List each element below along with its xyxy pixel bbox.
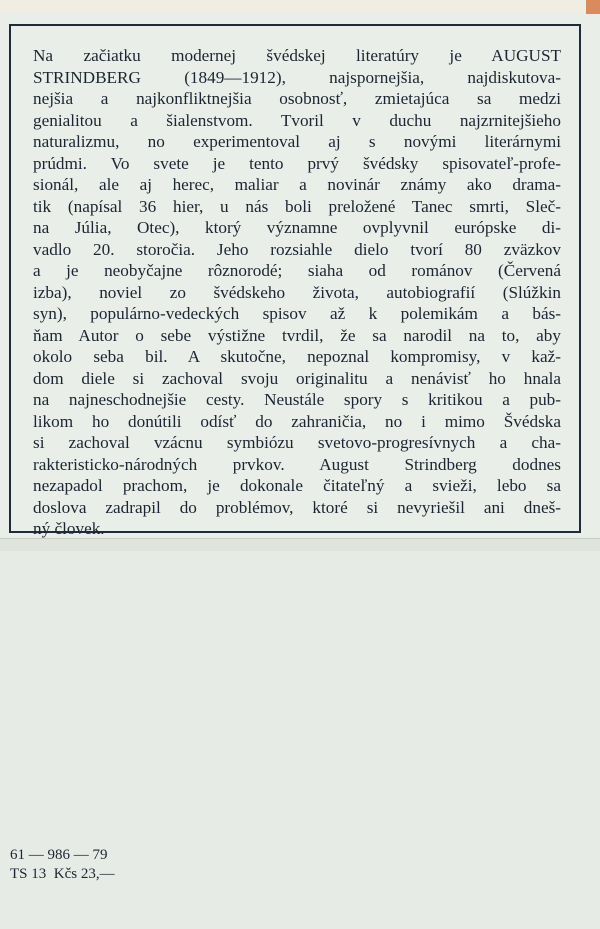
blurb-line: ný človek. — [33, 519, 105, 538]
blurb-line: si zachoval vzácnu symbiózu svetovo-progresívnych a cha- — [33, 433, 561, 452]
blurb-line: genialitou a šialenstvom. Tvoril v duchu najzrnitejšieho — [33, 110, 561, 130]
blurb-line: a je neobyčajne rôznorodé; siaha od románov (Červená — [33, 261, 561, 280]
blurb-line: na Júlia, Otec), ktorý významne ovplyvnil európske di- — [33, 218, 561, 237]
blurb-line: na najneschodnejšie cesty. Neustále spory s kritikou a pub- — [33, 390, 561, 409]
back-cover — [0, 14, 600, 929]
blurb-line: nezapadol prachom, je dokonale čitateľný a svieži, lebo sa — [33, 476, 561, 495]
blurb-line: prúdmi. Vo svete je tento prvý švédsky spisovateľ-profe- — [33, 153, 561, 173]
top-edge-strip — [0, 0, 600, 15]
blurb-line: STRINDBERG (1849—1912), najspornejšia, najdiskutova- — [33, 67, 561, 87]
catalog-number: 61 — 986 — 79 — [10, 847, 108, 863]
blurb-line: izba), noviel zo švédskeho života, autobiografií (Slúžkin — [33, 282, 561, 302]
blurb-line: syn), populárno-vedeckých spisov až k polemikám a bás- — [33, 304, 561, 323]
blurb-line: vadlo 20. storočia. Jeho rozsiahle dielo tvorí 80 zväzkov — [33, 239, 561, 259]
blurb-line: dom diele si zachoval svoju originalitu a nenávisť ho hnala — [33, 368, 561, 388]
cover-edge-corner — [586, 0, 600, 14]
blurb-frame — [9, 24, 581, 538]
blurb-line: sionál, ale aj herec, maliar a novinár známy ako drama- — [33, 175, 561, 194]
blurb-line: naturalizmu, no experimentoval aj s novými literárnymi — [33, 132, 561, 151]
blurb-line: ňam Autor o sebe výstižne tvrdil, že sa narodil na to, aby — [33, 325, 561, 345]
blurb-panel — [0, 14, 600, 538]
blurb-line: Na začiatku modernej švédskej literatúry je AUGUST — [33, 46, 561, 65]
price-label: TS 13 Kčs 23,— — [10, 866, 115, 882]
blurb-line: nejšia a najkonfliktnejšia osobnosť, zmietajúca sa medzi — [33, 89, 561, 108]
blurb-line: rakteristicko-národných prvkov. August Strindberg dodnes — [33, 454, 561, 474]
blurb-line: doslova zadrapil do problémov, ktoré si nevyriešil ani dneš- — [33, 497, 561, 517]
catalog-info — [10, 846, 115, 884]
blurb-line: tik (napísal 36 hier, u nás boli preložené Tanec smrti, Sleč- — [33, 196, 561, 216]
panel-divider — [0, 538, 600, 551]
author-blurb — [33, 45, 561, 540]
blurb-line: likom ho donútili odísť do zahraničia, no i mimo Švédska — [33, 411, 561, 431]
blurb-line: okolo seba bil. A skutočne, nepoznal kompromisy, v kaž- — [33, 347, 561, 366]
